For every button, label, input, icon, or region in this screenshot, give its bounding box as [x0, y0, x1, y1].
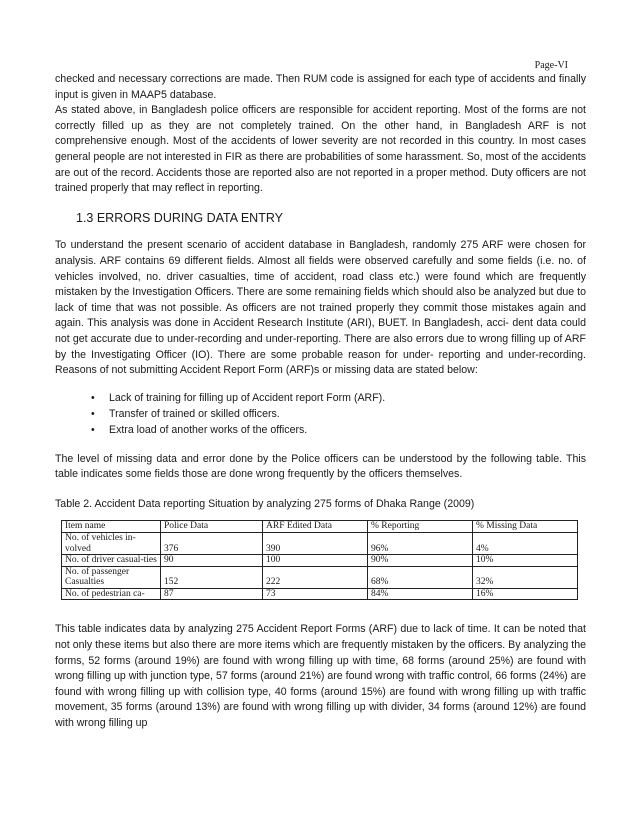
table-cell: 90%	[368, 555, 473, 567]
table-cell: 73	[263, 588, 368, 600]
paragraph-table-intro: The level of missing data and error done by the Police officers can be understood by the following table. This table indicates some fields those are done wrong frequently by the officers themselves.	[55, 452, 586, 481]
table-cell: No. of pedestrian ca-	[62, 588, 161, 600]
table-cell: 100	[263, 555, 368, 567]
table-row	[62, 533, 578, 555]
page-number: Page-VI	[534, 60, 568, 71]
paragraph-reporting: As stated above, in Bangladesh police officers are responsible for accident reporting. Most of the forms are not correctly filled up as they are not completely trained. On the other hand, in Bangladesh ARF is not comprehensive enough. Most of the accidents of lower severity are not recorded in this country. In most cases general people are not interested in FIR as there are probabilities of some harassment. So, most of the accidents are out of the record. Accidents those are reported also are not reported in a proper method. Duty officers are not trained properly that may reflect in reporting.	[55, 104, 586, 195]
table-cell: 4%	[473, 533, 578, 555]
list-item: • Transfer of trained or skilled officers.	[109, 406, 586, 422]
header-cell: % Reporting	[368, 521, 473, 533]
reasons-list	[55, 390, 586, 438]
table-cell: 32%	[473, 566, 578, 588]
table-caption: Table 2. Accident Data reporting Situation by analyzing 275 forms of Dhaka Range (2009)	[55, 497, 475, 510]
table-cell: No. of passenger Casualties	[62, 566, 161, 588]
paragraph-intro: checked and necessary corrections are made. Then RUM code is assigned for each type of accidents and finally input is given in MAAP5 database.	[55, 73, 586, 101]
table-cell: No. of driver casual-ties	[62, 555, 161, 567]
list-item: • Extra load of another works of the officers.	[109, 422, 586, 438]
header-cell: % Missing Data	[473, 521, 578, 533]
table-cell: 10%	[473, 555, 578, 567]
list-item: • Lack of training for filling up of Accident report Form (ARF).	[109, 390, 586, 406]
accident-data-table	[61, 520, 578, 600]
table-cell: 96%	[368, 533, 473, 555]
table-cell: 152	[161, 566, 263, 588]
header-cell: Police Data	[161, 521, 263, 533]
document-body	[55, 72, 586, 732]
table-row	[62, 588, 578, 600]
table-cell: 390	[263, 533, 368, 555]
paragraph-analysis: This table indicates data by analyzing 275 Accident Report Forms (ARF) due to lack of time. It can be noted that not only these items but also there are more items which are frequently mistaken by the officers. By analyzing the forms, 52 forms (around 19%) are found with wrong filling up with time, 68 forms (around 25%) are found with wrong filling up with junction type, 57 forms (around 21%) are found wrong with traffic control, 66 forms (24%) are found with wrong filling up with collision type, 40 forms (around 15%) are found with wrong filling up with traffic movement, 35 forms (around 13%) are found with wrong filling up with divider, 34 forms (around 12%) are found with wrong filling up	[55, 623, 586, 730]
table-cell: 87	[161, 588, 263, 600]
section-heading: 1.3 ERRORS DURING DATA ENTRY	[76, 210, 283, 225]
table-cell: 16%	[473, 588, 578, 600]
table-cell: 222	[263, 566, 368, 588]
table-cell: 376	[161, 533, 263, 555]
table-cell: 68%	[368, 566, 473, 588]
table-row	[62, 566, 578, 588]
table-header-row	[62, 521, 578, 533]
table-cell: No. of vehicles in-volved	[62, 533, 161, 555]
table-cell: 90	[161, 555, 263, 567]
header-cell: Item name	[62, 521, 161, 533]
header-cell: ARF Edited Data	[263, 521, 368, 533]
paragraph-scenario: To understand the present scenario of accident database in Bangladesh, randomly 275 ARF were chosen for analysis. ARF contains 69 different fields. Almost all fields were observed carefully and some fields (i.e. no. of vehicles involved, no. driver casualties, time of accident, road class etc.) were found which are frequently mistaken by the Investigation Officers. There are some remaining fields which should also be analyzed but due to lack of time that was not possible. As officers are not trained properly they commit those mistakes again and again. This analysis was done in Accident Research Institute (ARI), BUET. In Bangladesh, acci- dent data could not get accurate due to under-recording and under-reporting. There are also errors due to wrong filling up of ARF by the Investigating Officer (IO). There are some probable reason for under- reporting and under-recording. Reasons of not submitting Accident Report Form (ARF)s or missing data are stated below:	[55, 239, 586, 377]
table-cell: 84%	[368, 588, 473, 600]
table-row	[62, 555, 578, 567]
